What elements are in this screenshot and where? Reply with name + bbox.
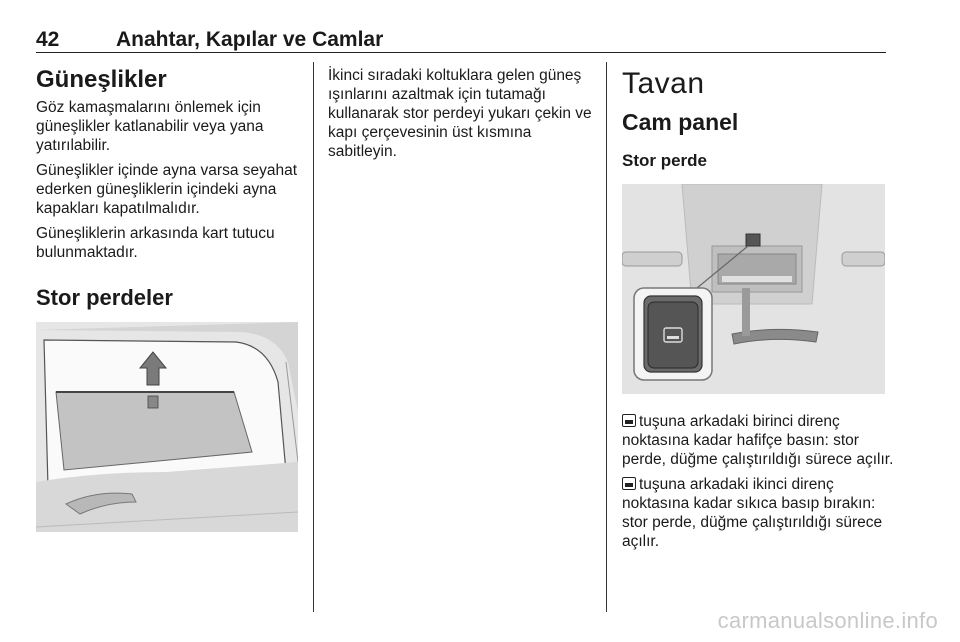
- section-heading-sunvisors: Güneşlikler: [36, 66, 167, 93]
- paragraph: İkinci sıradaki koltuklara gelen güneş ışınlarını azaltmak için tutamağı kullanarak stor perdeyi yukarı çekin ve kapı çerçevesinin üst kısmına sabitleyin.: [328, 67, 592, 160]
- column-divider: [606, 62, 607, 612]
- paragraph: Göz kamaşmalarını önlemek için güneşlikler katlanabilir veya yana yatırılabilir.: [36, 99, 264, 154]
- section-heading-sun-blinds: Stor perdeler: [36, 285, 173, 310]
- column-1: [36, 66, 298, 532]
- watermark: carmanualsonline.info: [717, 608, 938, 633]
- sunshade-button-illustration: [622, 184, 885, 394]
- column-divider: [313, 62, 314, 612]
- paragraph-text: tuşuna arkadaki ikinci direnç noktasına kadar sıkıca basıp bırakın: stor perde, düğme çalıştırıldığı sürece açılır.: [622, 476, 883, 550]
- section-heading-blind: Stor perde: [622, 151, 708, 170]
- paragraph: Güneşliklerin arkasında kart tutucu bulunmaktadır.: [36, 225, 275, 261]
- page-header: [36, 22, 886, 53]
- sun-blind-illustration: [36, 322, 298, 532]
- sunshade-button-icon: [622, 414, 636, 427]
- column-3: [622, 66, 897, 557]
- section-heading-glass-panel: Cam panel: [622, 109, 739, 135]
- sunshade-button-icon: [622, 477, 636, 490]
- paragraph: [622, 412, 897, 469]
- paragraph-text: tuşuna arkadaki birinci direnç noktasına kadar hafifçe basın: stor perde, düğme çalıştırıldığı sürece açılır.: [622, 413, 894, 468]
- page-number: 42: [36, 28, 60, 51]
- chapter-title: Anahtar, Kapılar ve Camlar: [116, 28, 384, 51]
- paragraph: Güneşlikler içinde ayna varsa seyahat ederken güneşliklerin içindeki ayna kapakları kapatılmalıdır.: [36, 162, 298, 217]
- column-2: [328, 66, 593, 167]
- section-heading-roof: Tavan: [622, 67, 705, 100]
- paragraph: [622, 475, 897, 551]
